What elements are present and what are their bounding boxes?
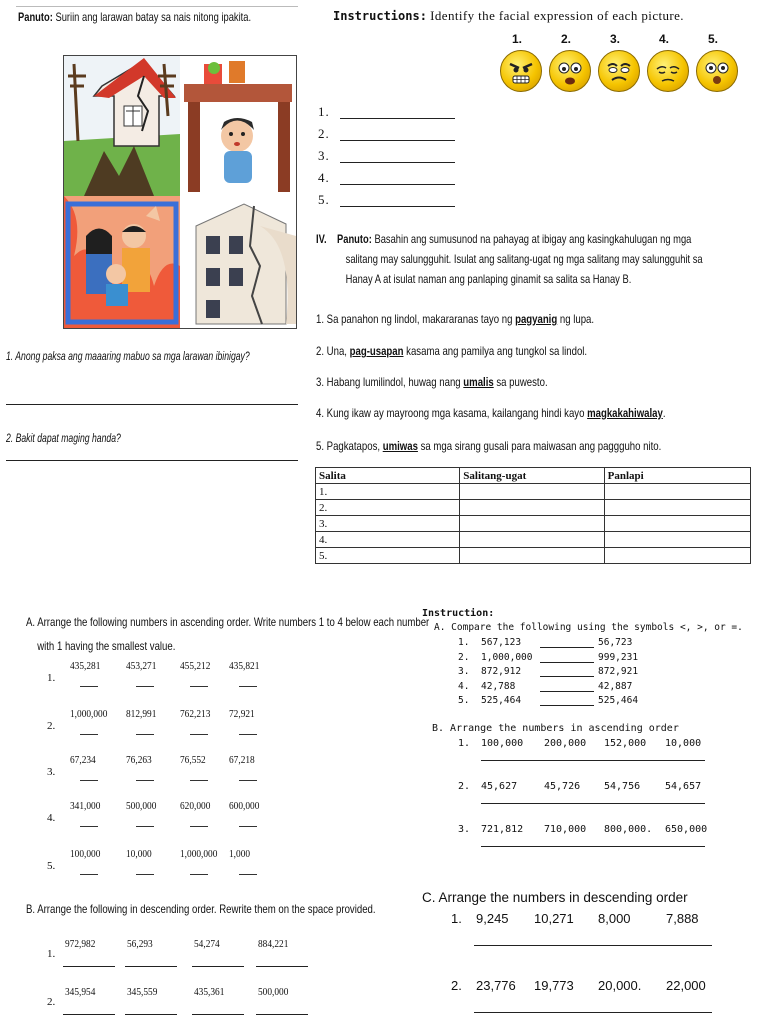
rewrite-blank[interactable] xyxy=(63,1014,115,1015)
number-value: 345,954 xyxy=(65,986,96,998)
compare-left-value: 1,000,000 xyxy=(481,651,533,663)
rank-blank[interactable] xyxy=(239,826,257,827)
rank-blank[interactable] xyxy=(136,734,154,735)
table-header: Panlapi xyxy=(604,468,750,484)
underlined-word-5: umiwas xyxy=(382,439,418,453)
descending-c-title: C. Arrange the numbers in descending order xyxy=(422,890,688,905)
rewrite-blank[interactable] xyxy=(125,1014,177,1015)
number-value: 7,888 xyxy=(666,911,699,926)
answer-line-q2[interactable] xyxy=(6,460,298,461)
number-value: 1,000,000 xyxy=(70,708,108,720)
expression-answer-line[interactable] xyxy=(340,184,455,185)
compare-title: A. Compare the following using the symbols <, >, or =. xyxy=(434,622,743,633)
table-header: Salitang-ugat xyxy=(460,468,604,484)
rank-blank[interactable] xyxy=(80,826,98,827)
answer-line[interactable] xyxy=(474,1012,712,1013)
left-title xyxy=(18,10,251,24)
item-number: 1. xyxy=(451,911,462,926)
rewrite-blank[interactable] xyxy=(125,966,177,967)
rank-blank[interactable] xyxy=(239,780,257,781)
number-value: 600,000 xyxy=(229,800,260,812)
table-answer-cell[interactable] xyxy=(460,532,604,548)
expression-answer-line[interactable] xyxy=(340,118,455,119)
number-value: 76,552 xyxy=(180,754,206,766)
answer-number: 4. xyxy=(318,170,330,185)
answer-number: 3. xyxy=(318,148,330,163)
disaster-collage xyxy=(63,55,297,329)
number-value: 54,756 xyxy=(604,781,641,792)
compare-left-value: 567,123 xyxy=(481,637,522,648)
face-number: 3. xyxy=(610,32,621,46)
answer-line[interactable] xyxy=(481,760,705,761)
table-answer-cell[interactable] xyxy=(604,532,750,548)
rank-blank[interactable] xyxy=(136,826,154,827)
surprised-face-icon xyxy=(696,50,738,92)
rewrite-blank[interactable] xyxy=(192,1014,244,1015)
rank-blank[interactable] xyxy=(190,874,208,875)
rank-blank[interactable] xyxy=(136,874,154,875)
rewrite-blank[interactable] xyxy=(256,966,308,967)
table-row-number: 4. xyxy=(316,532,460,548)
sentence-2: 2. Una, pag-usapan kasama ang pamilya ang tungkol sa lindol. xyxy=(316,344,588,358)
number-value: 650,000 xyxy=(665,824,708,835)
scared-face-icon xyxy=(549,50,591,92)
sentence-3: 3. Habang lumilindol, huwag nang umalis sa puwesto. xyxy=(316,375,548,389)
compare-number: 4. xyxy=(458,680,470,692)
math-b-title: B. Arrange the following in descending order. Rewrite them on the space provided. xyxy=(26,902,376,916)
answer-line[interactable] xyxy=(481,846,705,847)
expression-answer-line[interactable] xyxy=(340,140,455,141)
answer-line-q1[interactable] xyxy=(6,404,298,405)
number-value: 884,221 xyxy=(258,938,289,950)
number-value: 1,000,000 xyxy=(180,848,218,860)
table-row-number: 5. xyxy=(316,548,460,564)
rank-blank[interactable] xyxy=(80,686,98,687)
table-row-number: 2. xyxy=(316,500,460,516)
face-number: 1. xyxy=(512,32,523,46)
instructions-label: Instructions: xyxy=(333,9,427,23)
rank-blank[interactable] xyxy=(239,874,257,875)
compare-left-value: 42,788 xyxy=(481,680,516,692)
sentence-5: 5. Pagkatapos, umiwas sa mga sirang gusali para maiwasan ang paggguho nito. xyxy=(316,439,662,453)
compare-left-value: 872,912 xyxy=(481,666,522,677)
number-value: 721,812 xyxy=(481,824,524,835)
section-iv-label: Panuto: xyxy=(336,232,372,246)
number-value: 812,991 xyxy=(126,708,157,720)
compare-right-value: 42,887 xyxy=(598,680,633,692)
table-answer-cell[interactable] xyxy=(460,548,604,564)
number-value: 67,218 xyxy=(229,754,255,766)
word-analysis-table xyxy=(315,467,751,564)
table-row xyxy=(316,548,751,564)
table-row-number: 1. xyxy=(316,484,460,500)
table-answer-cell[interactable] xyxy=(604,548,750,564)
table-row xyxy=(316,532,751,548)
number-value: 1,000 xyxy=(229,848,251,860)
number-value: 76,263 xyxy=(126,754,152,766)
compare-right-value: 999,231 xyxy=(598,651,639,663)
answer-number: 2. xyxy=(318,126,330,141)
number-value: 19,773 xyxy=(534,978,574,993)
table-row-number: 3. xyxy=(316,516,460,532)
left-question-1: 1. Anong paksa ang maaaring mabuo sa mga larawan ibinigay? xyxy=(6,349,250,363)
item-number: 2. xyxy=(451,978,462,993)
number-value: 200,000 xyxy=(544,738,587,749)
rewrite-blank[interactable] xyxy=(63,966,115,967)
number-value: 435,281 xyxy=(70,660,101,672)
instruction-label: Instruction: xyxy=(422,608,495,619)
rank-blank[interactable] xyxy=(80,780,98,781)
table-header: Salita xyxy=(316,468,460,484)
number-value: 9,245 xyxy=(476,911,509,926)
left-question-2: 2. Bakit dapat maging handa? xyxy=(6,431,121,445)
compare-number: 3. xyxy=(458,666,470,677)
number-value: 972,982 xyxy=(65,938,96,950)
left-title-bold: Panuto: xyxy=(18,10,53,24)
answer-number: 1. xyxy=(318,104,330,119)
compare-number: 1. xyxy=(458,637,470,648)
number-value: 100,000 xyxy=(481,738,524,749)
number-value: 54,274 xyxy=(194,938,220,950)
answer-number: 5. xyxy=(318,192,330,207)
angry-face-icon xyxy=(500,50,542,92)
compare-right-value: 525,464 xyxy=(598,695,639,706)
section-iv-roman: IV. xyxy=(316,232,327,246)
underlined-word-4: magkakahiwalay xyxy=(587,406,663,420)
compare-number: 5. xyxy=(458,695,470,706)
number-value: 500,000 xyxy=(126,800,157,812)
number-value: 67,234 xyxy=(70,754,96,766)
number-value: 152,000 xyxy=(604,738,647,749)
number-value: 341,000 xyxy=(70,800,101,812)
worried-face-icon xyxy=(598,50,640,92)
rank-blank[interactable] xyxy=(190,686,208,687)
sad-face-icon xyxy=(647,50,689,92)
face-number: 4. xyxy=(659,32,670,46)
item-number: 3. xyxy=(458,824,471,835)
math-a-title-line-1: A. Arrange the following numbers in ascending order. Write numbers 1 to 4 below each number xyxy=(26,615,430,629)
table-answer-cell[interactable] xyxy=(604,516,750,532)
expression-answer-line[interactable] xyxy=(340,162,455,163)
instructions-text: Identify the facial expression of each picture. xyxy=(430,8,684,23)
item-number: 1. xyxy=(458,738,471,749)
number-value: 455,212 xyxy=(180,660,211,672)
number-value: 800,000. xyxy=(604,824,653,835)
rank-blank[interactable] xyxy=(239,734,257,735)
compare-right-value: 872,921 xyxy=(598,666,639,677)
rank-blank[interactable] xyxy=(239,686,257,687)
table-row xyxy=(316,516,751,532)
item-number: 2. xyxy=(458,781,471,792)
number-value: 435,361 xyxy=(194,986,225,998)
number-value: 45,726 xyxy=(544,781,581,792)
section-iv-line-1: Basahin ang sumusunod na pahayag at ibigay ang kasingkahulugan ng mga xyxy=(374,232,692,246)
rank-blank[interactable] xyxy=(136,686,154,687)
rank-blank[interactable] xyxy=(190,826,208,827)
rewrite-blank[interactable] xyxy=(192,966,244,967)
number-value: 22,000 xyxy=(666,978,706,993)
number-value: 8,000 xyxy=(598,911,631,926)
number-value: 56,293 xyxy=(127,938,153,950)
face-number: 5. xyxy=(708,32,719,46)
expression-answer-line[interactable] xyxy=(340,206,455,207)
compare-blank[interactable] xyxy=(540,647,594,648)
item-number: 4. xyxy=(47,812,56,824)
number-value: 710,000 xyxy=(544,824,587,835)
underlined-word-1: pagyanig xyxy=(515,312,558,326)
number-value: 72,921 xyxy=(229,708,255,720)
table-row xyxy=(316,500,751,516)
underlined-word-2: pag-usapan xyxy=(349,344,404,358)
rank-blank[interactable] xyxy=(190,780,208,781)
number-value: 500,000 xyxy=(258,986,289,998)
table-row xyxy=(316,484,751,500)
ascending-b-title: B. Arrange the numbers in ascending order xyxy=(432,723,679,734)
item-number: 3. xyxy=(47,766,56,778)
number-value: 10,000 xyxy=(126,848,152,860)
compare-blank[interactable] xyxy=(540,662,594,663)
answer-line[interactable] xyxy=(481,803,705,804)
number-value: 54,657 xyxy=(665,781,702,792)
number-value: 23,776 xyxy=(476,978,516,993)
rank-blank[interactable] xyxy=(136,780,154,781)
number-value: 345,559 xyxy=(127,986,158,998)
section-iv-instructions xyxy=(316,229,703,289)
number-value: 10,271 xyxy=(534,911,574,926)
number-value: 435,821 xyxy=(229,660,260,672)
table-answer-cell[interactable] xyxy=(604,500,750,516)
item-number: 5. xyxy=(47,860,56,872)
math-a-title xyxy=(26,610,429,658)
number-value: 620,000 xyxy=(180,800,211,812)
underlined-word-3: umalis xyxy=(463,375,494,389)
compare-right-value: 56,723 xyxy=(598,637,633,648)
sentence-4: 4. Kung ikaw ay mayroong mga kasama, kailangang hindi kayo magkakahiwalay. xyxy=(316,406,666,420)
table-answer-cell[interactable] xyxy=(604,484,750,500)
number-value: 453,271 xyxy=(126,660,157,672)
rewrite-blank[interactable] xyxy=(256,1014,308,1015)
answer-line[interactable] xyxy=(474,945,712,946)
rank-blank[interactable] xyxy=(80,734,98,735)
number-value: 10,000 xyxy=(665,738,702,749)
item-number: 2. xyxy=(47,720,56,732)
item-number: 1. xyxy=(47,948,56,960)
table-answer-cell[interactable] xyxy=(460,500,604,516)
rank-blank[interactable] xyxy=(80,874,98,875)
number-value: 20,000. xyxy=(598,978,642,993)
compare-number: 2. xyxy=(458,651,470,663)
face-number: 2. xyxy=(561,32,572,46)
compare-blank[interactable] xyxy=(540,705,594,706)
compare-left-value: 525,464 xyxy=(481,695,522,706)
table-answer-cell[interactable] xyxy=(460,516,604,532)
rank-blank[interactable] xyxy=(190,734,208,735)
compare-blank[interactable] xyxy=(540,691,594,692)
section-iv-line-3: Hanay A at isulat naman ang panlaping ginamit sa salita sa Hanay B. xyxy=(345,272,632,286)
number-value: 762,213 xyxy=(180,708,211,720)
number-value: 45,627 xyxy=(481,781,518,792)
item-number: 2. xyxy=(47,996,56,1008)
collage-drawing xyxy=(64,56,296,328)
sentence-1: 1. Sa panahon ng lindol, makararanas tayo ng pagyanig ng lupa. xyxy=(316,312,595,326)
instructions-heading xyxy=(333,8,684,24)
table-answer-cell[interactable] xyxy=(460,484,604,500)
left-title-text: Suriin ang larawan batay sa nais nitong ipakita. xyxy=(55,10,252,24)
number-value: 100,000 xyxy=(70,848,101,860)
section-iv-line-2: salitang may salungguhit. Isulat ang salitang-ugat ng mga salitang may salungguhit sa xyxy=(345,252,703,266)
compare-blank[interactable] xyxy=(540,676,594,677)
item-number: 1. xyxy=(47,672,56,684)
math-a-title-line-2: with 1 having the smallest value. xyxy=(37,639,176,653)
top-rule xyxy=(16,6,298,7)
